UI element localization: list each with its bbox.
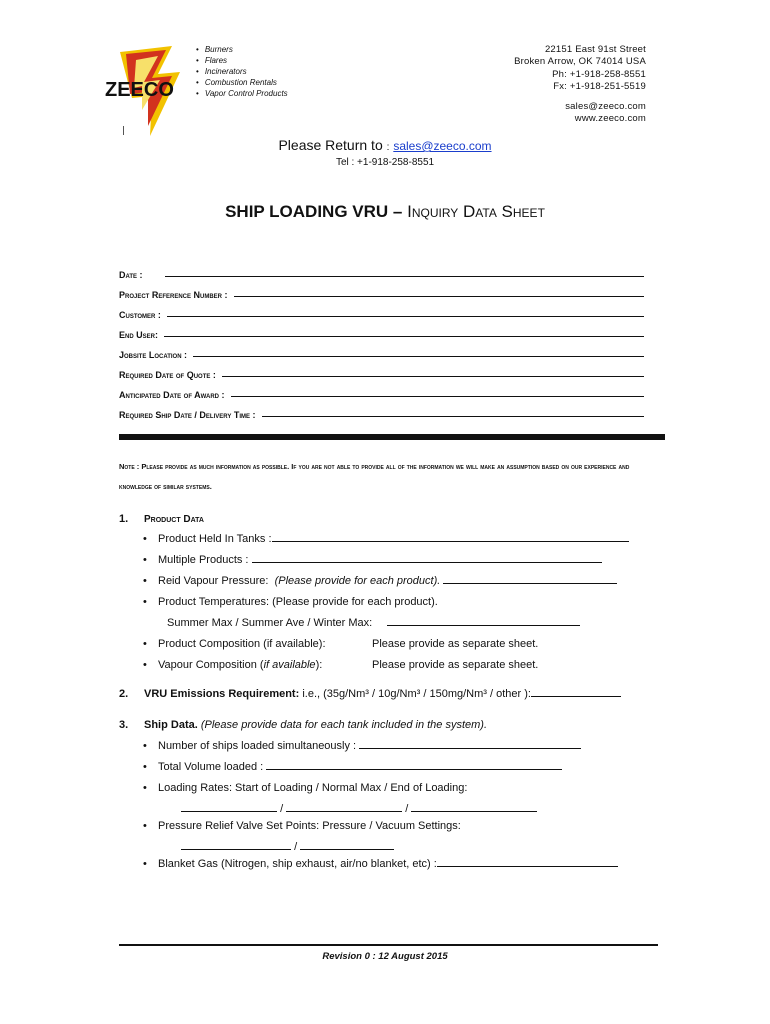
- temps-subline: [143, 613, 629, 634]
- section-heading: Ship Data.: [144, 719, 198, 731]
- revision-footer: Revision 0 : 12 August 2015: [322, 951, 448, 962]
- relief-lines: [157, 837, 618, 854]
- item-label: Multiple Products :: [158, 554, 249, 566]
- list-item: [141, 757, 618, 778]
- field-label: Anticipated Date of Award :: [119, 390, 225, 400]
- address-line: 22151 East 91st Street: [544, 44, 646, 55]
- item-label: Loading Rates: Start of Loading / Normal Max / End of Loading:: [158, 782, 468, 794]
- fax-line: Fx: +1-918-251-5519: [553, 81, 646, 93]
- page-title: [0, 202, 770, 222]
- answer-line[interactable]: [252, 550, 602, 563]
- item-label: Vapour Composition (: [158, 659, 264, 671]
- ship-date-field[interactable]: [119, 400, 644, 420]
- list-item: [141, 736, 618, 757]
- field-label: Project Reference Number :: [119, 290, 228, 300]
- list-item: [141, 592, 629, 613]
- field-line[interactable]: [165, 276, 644, 277]
- answer-line[interactable]: [266, 757, 562, 770]
- section-heading: VRU Emissions Requirement:: [144, 688, 300, 700]
- answer-line[interactable]: [272, 529, 629, 542]
- answer-line[interactable]: [387, 613, 580, 626]
- email-line: sales@zeeco.com: [565, 100, 646, 112]
- service-item: • Combustion Rentals: [196, 77, 288, 88]
- item-label: Product Temperatures: (Please provide for each product).: [158, 596, 438, 608]
- answer-line[interactable]: [443, 571, 617, 584]
- rates-lines: [157, 799, 618, 816]
- item-note: Please provide as separate sheet.: [372, 638, 539, 650]
- item-note: (Please provide for each product).: [274, 575, 441, 587]
- service-item: • Vapor Control Products: [196, 88, 288, 99]
- list-item: [141, 655, 629, 676]
- item-label: Blanket Gas (Nitrogen, ship exhaust, air/no blanket, etc) :: [158, 858, 437, 870]
- item-label-end: ):: [315, 659, 323, 671]
- cursor-mark: [123, 126, 124, 135]
- field-line[interactable]: [231, 396, 645, 397]
- return-colon: :: [386, 142, 390, 153]
- field-label: Required Ship Date / Delivery Time :: [119, 410, 256, 420]
- section-ship-data: [119, 715, 618, 875]
- field-line[interactable]: [167, 316, 644, 317]
- return-email-link[interactable]: sales@zeeco.com: [393, 139, 492, 153]
- title-bold: SHIP LOADING VRU –: [225, 202, 403, 221]
- address-line: Broken Arrow, OK 74014 USA: [514, 56, 646, 68]
- item-label: Product Composition (if available):: [158, 638, 326, 650]
- item-label: Summer Max / Summer Ave / Winter Max:: [167, 617, 373, 629]
- answer-line-normal[interactable]: [286, 799, 402, 812]
- list-item: [141, 778, 618, 799]
- section-heading: Product Data: [144, 514, 204, 525]
- inquiry-fields: [119, 260, 644, 420]
- field-line[interactable]: [262, 416, 644, 417]
- section-number: 1.: [119, 513, 129, 525]
- item-label-italic: if available: [263, 659, 316, 671]
- company-contact: [514, 44, 646, 125]
- product-data-list: [141, 529, 629, 613]
- project-ref-field[interactable]: [119, 280, 644, 300]
- section-text: i.e., (35g/Nm³ / 10g/Nm³ / 150mg/Nm³ / other ):: [302, 688, 531, 700]
- field-line[interactable]: [234, 296, 644, 297]
- answer-line[interactable]: [531, 684, 621, 697]
- svg-text:ZEECO: ZEECO: [105, 79, 174, 101]
- field-label: Date :: [119, 270, 143, 280]
- item-label: Reid Vapour Pressure:: [158, 575, 269, 587]
- answer-line-pressure[interactable]: [181, 837, 291, 850]
- award-date-field[interactable]: [119, 380, 644, 400]
- field-label: Jobsite Location :: [119, 350, 188, 360]
- list-item: [141, 816, 618, 837]
- slash: /: [405, 803, 409, 815]
- answer-line[interactable]: [359, 736, 581, 749]
- answer-line-vacuum[interactable]: [300, 837, 394, 850]
- service-item: • Flares: [196, 55, 288, 66]
- section-emissions: [119, 684, 621, 704]
- section-number: 2.: [119, 688, 129, 700]
- zeeco-logo: [102, 44, 197, 139]
- item-label: Total Volume loaded :: [158, 761, 264, 773]
- list-item: [141, 550, 629, 571]
- item-note: Please provide as separate sheet.: [372, 659, 539, 671]
- quote-date-field[interactable]: [119, 360, 644, 380]
- end-user-field[interactable]: [119, 320, 644, 340]
- field-label: Customer :: [119, 310, 161, 320]
- jobsite-field[interactable]: [119, 340, 644, 360]
- website-line: www.zeeco.com: [574, 113, 646, 125]
- section-note: (Please provide data for each tank included in the system).: [200, 719, 488, 731]
- blanket-list: [141, 854, 618, 875]
- note-text: Note : Please provide as much information as possible. If you are not able to provide all of the information we will make an assumption based on our experience and knowledge of similar systems.: [119, 462, 630, 491]
- phone-line: Ph: +1-918-258-8551: [552, 68, 646, 80]
- answer-line-start[interactable]: [181, 799, 277, 812]
- section-product-data: [119, 509, 629, 676]
- field-line[interactable]: [193, 356, 644, 357]
- date-field[interactable]: [119, 260, 644, 280]
- answer-line-end[interactable]: [411, 799, 537, 812]
- service-item: • Incinerators: [196, 66, 288, 77]
- list-item: [141, 571, 629, 592]
- slash: /: [280, 803, 284, 815]
- answer-line[interactable]: [437, 854, 618, 867]
- relief-list: [141, 816, 618, 837]
- composition-list: [141, 634, 629, 676]
- service-item: • Burners: [196, 44, 288, 55]
- list-item: [141, 529, 629, 550]
- list-item: [141, 634, 629, 655]
- section-divider: [119, 434, 665, 440]
- services-list: [196, 44, 288, 99]
- field-line[interactable]: [222, 376, 644, 377]
- field-label: Required Date of Quote :: [119, 370, 216, 380]
- return-line: [0, 137, 770, 153]
- field-label: End User:: [119, 330, 159, 340]
- section-number: 3.: [119, 719, 129, 731]
- list-item: [141, 854, 618, 875]
- slash: /: [294, 841, 298, 853]
- customer-field[interactable]: [119, 300, 644, 320]
- item-label: Pressure Relief Valve Set Points: Pressure / Vacuum Settings:: [158, 820, 461, 832]
- field-line[interactable]: [164, 336, 644, 337]
- item-label: Product Held In Tanks :: [158, 533, 272, 545]
- title-rest: Inquiry Data Sheet: [407, 202, 545, 221]
- ship-data-list: [141, 736, 618, 799]
- item-label: Number of ships loaded simultaneously :: [158, 740, 357, 752]
- footer-rule: [119, 944, 658, 946]
- return-tel: Tel : +1-918-258-8551: [335, 157, 435, 168]
- item-label-wrap: [158, 655, 372, 676]
- return-label: Please Return to: [278, 137, 383, 153]
